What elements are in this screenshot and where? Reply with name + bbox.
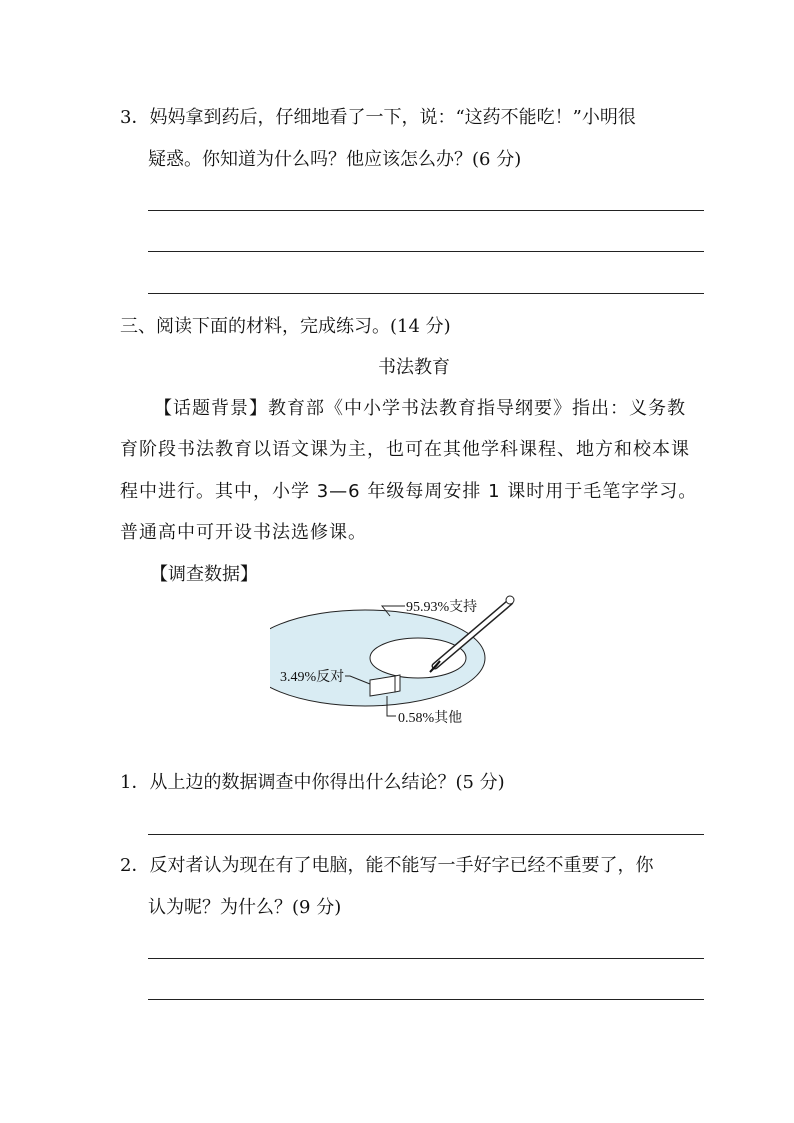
survey-donut-chart — [270, 588, 520, 738]
background-line-1: 【话题背景】教育部《中小学书法教育指导纲要》指出：义务教 — [154, 398, 686, 419]
question-2-line-2: 认为呢？为什么？(9 分) — [148, 897, 342, 918]
answer-line-q2-1[interactable] — [148, 958, 704, 959]
answer-line-q3-2[interactable] — [148, 251, 704, 252]
donut-hole — [370, 638, 466, 678]
label-support: 95.93%支持 — [406, 600, 478, 615]
background-line-4: 普通高中可开设书法选修课。 — [120, 522, 367, 543]
slice-other — [395, 675, 400, 692]
label-other: 0.58%其他 — [398, 711, 463, 726]
material-title: 书法教育 — [378, 357, 450, 378]
slice-oppose — [370, 676, 395, 696]
question-1: 1．从上边的数据调查中你得出什么结论？(5 分) — [120, 772, 505, 793]
survey-label: 【调查数据】 — [150, 564, 258, 585]
label-oppose: 3.49%反对 — [280, 670, 345, 685]
answer-line-q1[interactable] — [148, 834, 704, 835]
q3-line-2: 疑惑。你知道为什么吗？他应该怎么办？(6 分) — [148, 149, 522, 170]
answer-line-q3-3[interactable] — [148, 293, 704, 294]
section-heading: 三、阅读下面的材料，完成练习。(14 分) — [120, 316, 451, 337]
answer-line-q2-2[interactable] — [148, 999, 704, 1000]
background-line-3: 程中进行。其中，小学 3—6 年级每周安排 1 课时用于毛笔字学习。 — [120, 481, 698, 502]
background-line-2: 育阶段书法教育以语文课为主，也可在其他学科课程、地方和校本课 — [120, 439, 690, 460]
question-2-line-1: 2．反对者认为现在有了电脑，能不能写一手好字已经不重要了，你 — [120, 855, 654, 876]
q3-line-1: 3．妈妈拿到药后，仔细地看了一下，说：“这药不能吃！”小明很 — [120, 107, 636, 128]
brush-cap — [506, 596, 514, 604]
answer-line-q3-1[interactable] — [148, 210, 704, 211]
